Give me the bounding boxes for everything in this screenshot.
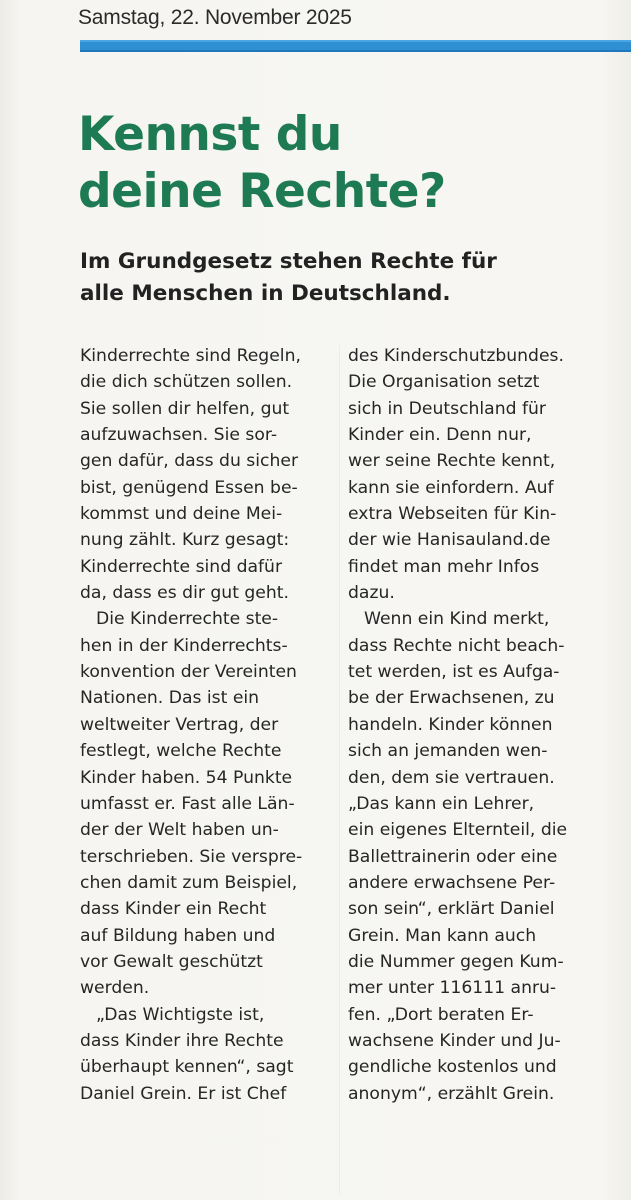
body-text-line: hen in der Kinderrechts- bbox=[80, 635, 288, 656]
body-text-line: wer seine Rechte kennt, bbox=[348, 451, 556, 472]
body-text-line: be der Erwachsenen, zu bbox=[348, 688, 555, 709]
body-text-line: tet werden, ist es Aufga- bbox=[348, 662, 560, 683]
body-text-line: Die Organisation setzt bbox=[348, 372, 540, 393]
body-text-line: „Das kann ein Lehrer, bbox=[348, 793, 535, 814]
body-text-line: dazu. bbox=[348, 583, 395, 604]
body-text-line: sich an jemanden wen- bbox=[348, 741, 548, 762]
body-text-line: Kinder haben. 54 Punkte bbox=[80, 767, 293, 788]
body-text-line: ein eigenes Elternteil, die bbox=[348, 820, 568, 841]
body-text-line: Sie sollen dir helfen, gut bbox=[80, 398, 290, 419]
body-text-line: konvention der Vereinten bbox=[80, 662, 297, 683]
body-text-line: überhaupt kennen“, sagt bbox=[80, 1057, 294, 1078]
body-text-line: den, dem sie vertrauen. bbox=[348, 767, 555, 788]
body-text-line: werden. bbox=[80, 978, 150, 999]
body-text-line: dass Rechte nicht beach- bbox=[348, 635, 565, 656]
body-text-line: gendliche kostenlos und bbox=[348, 1057, 557, 1078]
body-text-line: kommst und deine Mei- bbox=[80, 504, 283, 525]
body-text-line: gen dafür, dass du sicher bbox=[80, 451, 299, 472]
article-column-right bbox=[348, 343, 610, 1107]
body-text-line: Kinderrechte sind Regeln, bbox=[80, 346, 301, 366]
body-text-line: sich in Deutschland für bbox=[348, 398, 546, 419]
body-text-line: Daniel Grein. Er ist Chef bbox=[80, 1083, 287, 1104]
body-text-line: Kinderrechte sind dafür bbox=[80, 556, 283, 577]
body-text-line: der der Welt haben un- bbox=[80, 820, 279, 841]
headline-line: Kennst du bbox=[78, 107, 342, 162]
body-text-line: Nationen. Das ist ein bbox=[80, 688, 260, 709]
body-text-line: aufzuwachsen. Sie sor- bbox=[80, 425, 278, 446]
body-text-line: vor Gewalt geschützt bbox=[80, 951, 263, 972]
subhead-line: Im Grundgesetz stehen Rechte für bbox=[80, 249, 497, 274]
article-headline bbox=[78, 106, 578, 220]
body-text-line: andere erwachsene Per- bbox=[348, 872, 556, 893]
body-text-line: wachsene Kinder und Ju- bbox=[348, 1030, 561, 1051]
body-text-line: die dich schützen sollen. bbox=[80, 372, 293, 393]
body-text-line: kann sie einfordern. Auf bbox=[348, 477, 554, 498]
body-text-line: Die Kinderrechte ste- bbox=[96, 609, 279, 630]
article-column-left bbox=[80, 343, 335, 1107]
body-text-line: extra Webseiten für Kin- bbox=[348, 504, 557, 525]
body-text-line: Ballettrainerin oder eine bbox=[348, 846, 558, 867]
body-text-line: mer unter 116111 anru- bbox=[348, 978, 557, 999]
header-rule bbox=[80, 40, 631, 52]
body-text-line: fen. „Dort beraten Er- bbox=[348, 1004, 534, 1025]
body-text-line: nung zählt. Kurz gesagt: bbox=[80, 530, 290, 551]
article-subhead bbox=[80, 246, 600, 310]
body-text-line: findet man mehr Infos bbox=[348, 556, 540, 577]
body-text-line: weltweiter Vertrag, der bbox=[80, 714, 279, 735]
issue-date: Samstag, 22. November 2025 bbox=[78, 6, 352, 29]
body-text-line: der wie Hanisauland.de bbox=[348, 530, 551, 551]
body-text-line: die Nummer gegen Kum- bbox=[348, 951, 564, 972]
body-text-line: Kinder ein. Denn nur, bbox=[348, 425, 532, 446]
body-text-line: dass Kinder ein Recht bbox=[80, 899, 267, 920]
body-text-line: Grein. Man kann auch bbox=[348, 925, 537, 946]
body-text-line: festlegt, welche Rechte bbox=[80, 741, 282, 762]
body-text-line: da, dass es dir gut geht. bbox=[80, 583, 289, 604]
body-text-line: Wenn ein Kind merkt, bbox=[364, 609, 550, 630]
body-text-line: son sein“, erklärt Daniel bbox=[348, 899, 555, 920]
body-text-line: terschrieben. Sie verspre- bbox=[80, 846, 303, 867]
body-text-line: anonym“, erzählt Grein. bbox=[348, 1083, 555, 1104]
column-gutter bbox=[339, 345, 340, 1195]
body-text-line: dass Kinder ihre Rechte bbox=[80, 1030, 284, 1051]
body-text-line: des Kinderschutzbundes. bbox=[348, 346, 564, 366]
body-text-line: bist, genügend Essen be- bbox=[80, 477, 298, 498]
headline-line: deine Rechte? bbox=[78, 164, 446, 219]
body-text-line: handeln. Kinder können bbox=[348, 714, 553, 735]
body-text-line: „Das Wichtigste ist, bbox=[96, 1004, 265, 1025]
subhead-line: alle Menschen in Deutschland. bbox=[80, 281, 451, 306]
body-text-line: chen damit zum Beispiel, bbox=[80, 872, 298, 893]
body-text-line: auf Bildung haben und bbox=[80, 925, 276, 946]
body-text-line: umfasst er. Fast alle Län- bbox=[80, 793, 295, 814]
